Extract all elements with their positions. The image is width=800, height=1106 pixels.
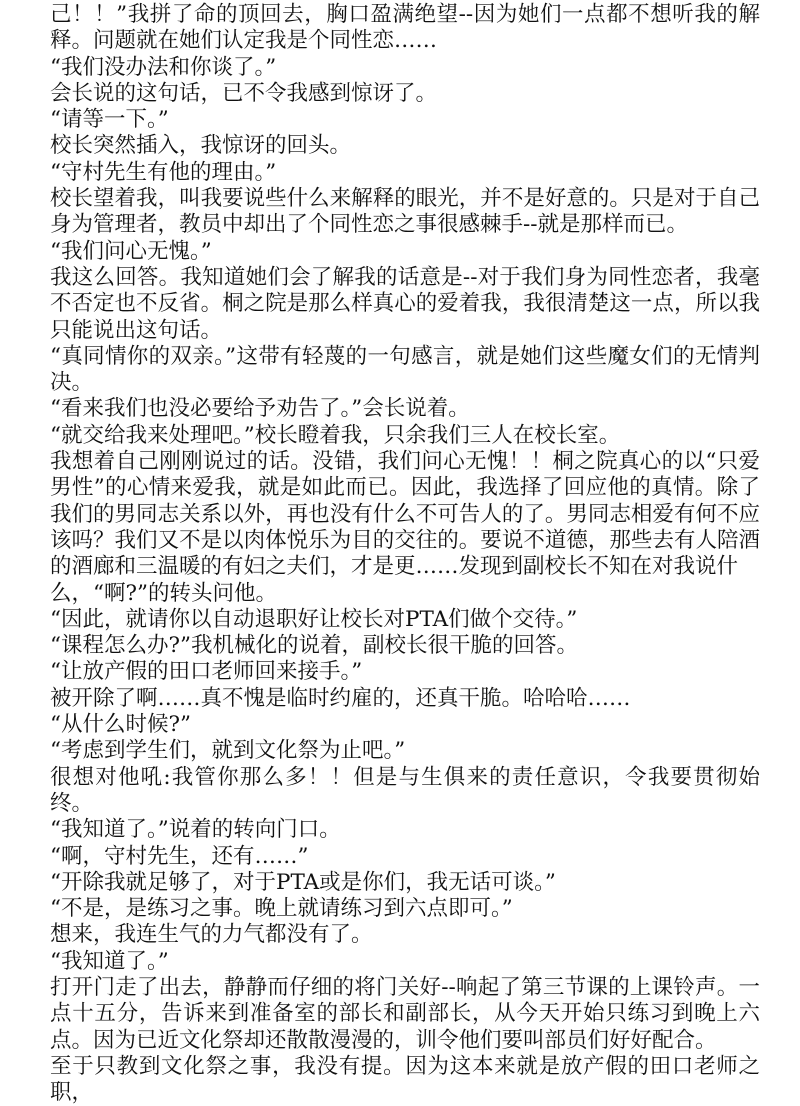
paragraph: 我想着自己刚刚说过的话。没错，我们问心无愧！！桐之院真心的以“只爱男性”的心情来爱我，就是如此而已。因此，我选择了回应他的真情。除了我们的男同志关系以外，再也没有什么不可告人的了。男同志相爱有何不应该吗？我们又不是以肉体悦乐为目的交往的。要说不道德，那些去有人陪酒的酒廊和三温暖的有妇之夫们，才是更……发现到副校长不知在对我说什 [50,449,760,580]
paragraph: 么，“啊?”的转头问他。 [50,580,278,606]
paragraph: “课程怎么办?”我机械化的说着，副校长很干脆的回答。 [50,633,579,659]
paragraph: 很想对他吼:我管你那么多！！但是与生俱来的责任意识，令我要贯彻始终。 [50,764,760,816]
paragraph: “看来我们也没必要给予劝告了。”会长说着。 [50,396,470,422]
paragraph: 己！！”我拼了命的顶回去，胸口盈满绝望--因为她们一点都不想听我的解释。问题就在她们认定我是个同性恋…… [50,2,760,54]
paragraph: 我这么回答。我知道她们会了解我的话意是--对于我们身为同性恋者，我毫不否定也不反省。桐之院是那么样真心的爱着我，我很清楚这一点，所以我只能说出这句话。 [50,264,760,343]
paragraph: “不是，是练习之事。晚上就请练习到六点即可。” [50,896,513,922]
paragraph: “开除我就足够了，对于PTA或是你们，我无话可谈。” [50,869,556,895]
paragraph: 想来，我连生气的力气都没有了。 [50,922,373,948]
paragraph: “考虑到学生们，就到文化祭为止吧。” [50,738,406,764]
paragraph: “我知道了。”说着的转向门口。 [50,817,341,843]
paragraph: “就交给我来处理吧。”校长瞪着我，只余我们三人在校长室。 [50,422,621,448]
paragraph: “我们没办法和你谈了。” [50,54,277,80]
paragraph: 会长说的这句话，已不令我感到惊讶了。 [50,80,438,106]
document-page [50,2,760,1106]
paragraph: “我们问心无愧。” [50,238,212,264]
paragraph: “啊，守村先生，还有……” [50,843,309,869]
paragraph: “真同情你的双亲。”这带有轻蔑的一句感言，就是她们这些魔女们的无情判决。 [50,343,760,396]
paragraph: 被开除了啊……真不愧是临时约雇的，还真干脆。哈哈哈…… [50,685,631,711]
paragraph: 校长突然插入，我惊讶的回头。 [50,133,352,159]
paragraph: 至于只教到文化祭之事，我没有提。因为这本来就是放产假的田口老师之职， [50,1053,760,1106]
paragraph: “守村先生有他的理由。” [50,159,277,185]
paragraph: “因此，就请你以自动退职好让校长对PTA们做个交待。” [50,606,578,632]
paragraph: 打开门走了出去，静静而仔细的将门关好--响起了第三节课的上课铃声。一点十五分，告诉来到准备室的部长和副部长，从今天开始只练习到晚上六点。因为已近文化祭却还散散漫漫的，训令他们要叫部员们好好配合。 [50,974,760,1053]
paragraph: 校长望着我，叫我要说些什么来解释的眼光，并不是好意的。只是对于自己身为管理者，教员中却出了个同性恋之事很感棘手--就是那样而已。 [50,186,760,238]
paragraph: “我知道了。” [50,948,169,974]
paragraph: “让放产假的田口老师回来接手。” [50,659,363,685]
paragraph: “从什么时候?” [50,712,192,738]
paragraph: “请等一下。” [50,107,169,133]
